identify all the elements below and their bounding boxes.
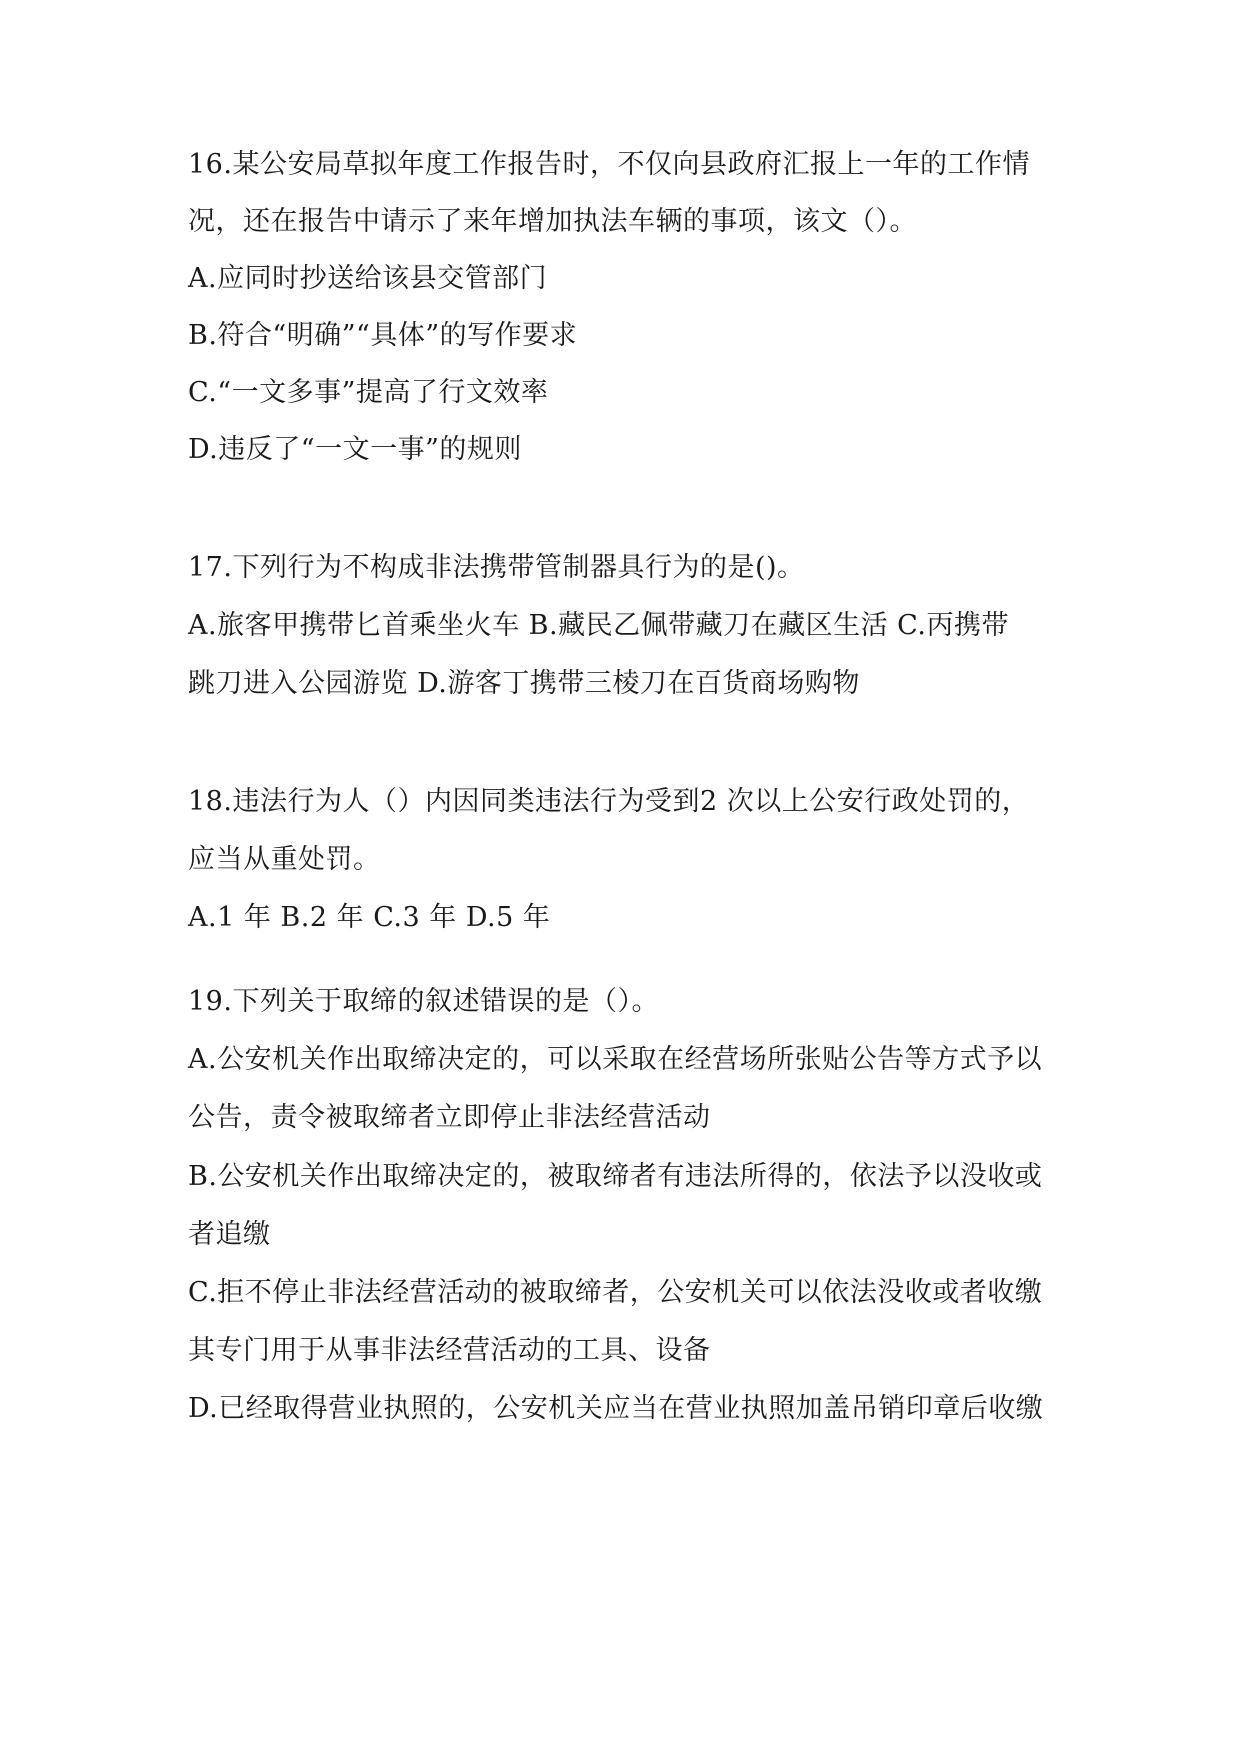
- question-17-options-line-1: A.旅客甲携带匕首乘坐火车 B.藏民乙佩带藏刀在藏区生活 C.丙携带: [188, 610, 1009, 641]
- question-18-stem-line-2: 应当从重处罚。: [188, 844, 381, 875]
- question-18-options: A.1 年 B.2 年 C.3 年 D.5 年: [188, 902, 551, 933]
- question-16-option-d: D.违反了“一文一事”的规则: [188, 434, 522, 465]
- question-19-option-c-line-1: C.拒不停止非法经营活动的被取缔者，公安机关可以依法没收或者收缴: [188, 1277, 1043, 1308]
- question-19-option-a-line-1: A.公安机关作出取缔决定的，可以采取在经营场所张贴公告等方式予以: [188, 1044, 1043, 1075]
- question-16-stem-line-1: 16.某公安局草拟年度工作报告时，不仅向县政府汇报上一年的工作情: [188, 149, 1030, 180]
- question-19-option-a-line-2: 公告，责令被取缔者立即停止非法经营活动: [188, 1102, 711, 1133]
- question-19-stem: 19.下列关于取缔的叙述错误的是（）。: [188, 986, 659, 1017]
- question-19-option-c-line-2: 其专门用于从事非法经营活动的工具、设备: [188, 1335, 711, 1366]
- question-19-option-b-line-2: 者追缴: [188, 1219, 271, 1250]
- question-18-stem-line-1: 18.违法行为人（）内因同类违法行为受到2 次以上公安行政处罚的，: [188, 786, 1030, 817]
- question-16-option-c: C.“一文多事”提高了行文效率: [188, 377, 549, 408]
- question-17-stem: 17.下列行为不构成非法携带管制器具行为的是()。: [188, 552, 805, 583]
- question-16-option-a: A.应同时抄送给该县交管部门: [188, 263, 548, 294]
- question-17-options-line-2: 跳刀进入公园游览 D.游客丁携带三棱刀在百货商场购物: [188, 668, 860, 699]
- question-16-option-b: B.符合“明确”“具体”的写作要求: [188, 320, 578, 351]
- question-16-stem-line-2: 况，还在报告中请示了来年增加执法车辆的事项，该文（）。: [188, 206, 917, 237]
- question-19-option-d-line-1: D.已经取得营业执照的，公安机关应当在营业执照加盖吊销印章后收缴: [188, 1393, 1044, 1424]
- question-19-option-b-line-1: B.公安机关作出取缔决定的，被取缔者有违法所得的，依法予以没收或: [188, 1161, 1043, 1192]
